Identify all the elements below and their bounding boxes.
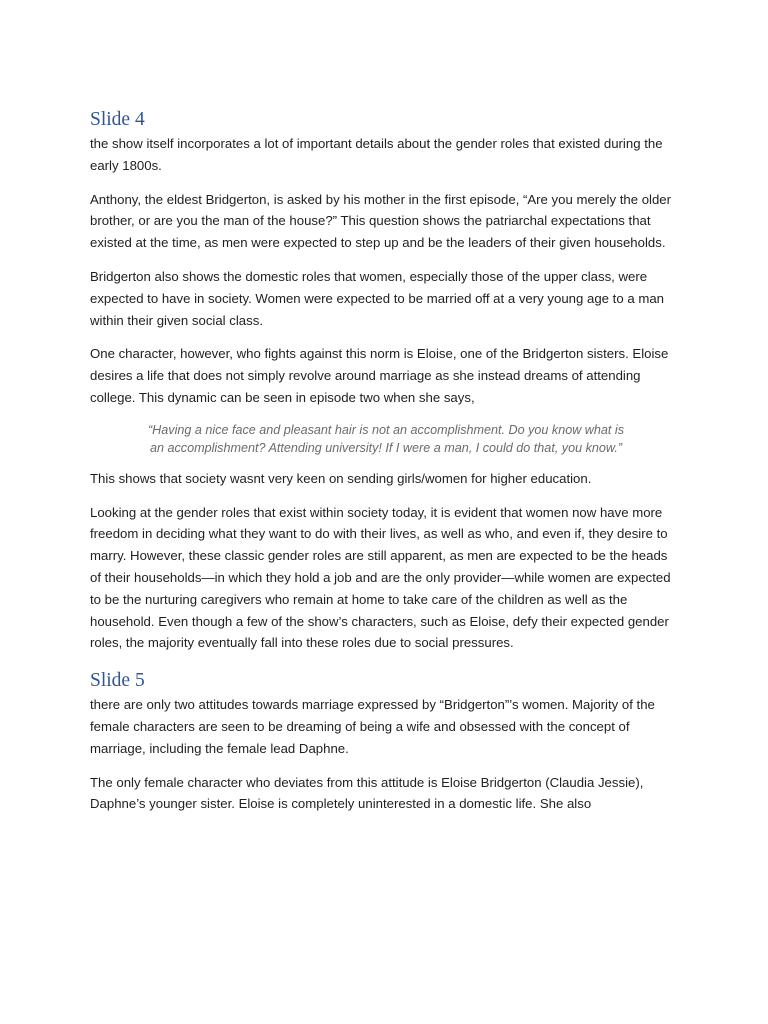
slide-4-paragraph-5: This shows that society wasnt very keen on sending girls/women for higher education. <box>90 470 592 486</box>
slide-4-paragraph-6: Looking at the gender roles that exist within society today, it is evident that women now have more freedom in deciding what they want to do with their lives, as well as who, and even if, they desire to marry. However, these classic gender roles are still apparent, as men are expected to be the heads of their households—in which they hold a job and are the only provider—while women are expected to be the nurturing caregivers who remain at home to take care of the children as well as the household. Even though a few of the show’s characters, such as Eloise, defy their expected gender roles, the majority eventually fall into these roles due to social pressures. <box>90 504 671 651</box>
slide-4-heading: Slide 4 <box>90 109 145 130</box>
slide-5-paragraph-1: there are only two attitudes towards marriage expressed by “Bridgerton”’s women. Majority of the female characters are seen to be dreaming of being a wife and obsessed with the concept of marriage, including the female lead Daphne. <box>90 697 655 756</box>
slide-4-paragraph-4: One character, however, who fights against this norm is Eloise, one of the Bridgerton sisters. Eloise desires a life that does not simply revolve around marriage as she instead dreams of attending college. This dynamic can be seen in episode two when she says, <box>90 346 669 405</box>
slide-4-paragraph-2: Anthony, the eldest Bridgerton, is asked by his mother in the first episode, “Are you merely the older brother, or are you the man of the house?” This question shows the patriarchal expectations that existed at the time, as men were expected to step up and be the leaders of their given households. <box>90 191 672 251</box>
eloise-quote: “Having a nice face and pleasant hair is not an accomplishment. Do you know what is an accomplishment? Attending university! If I were a man, I could do that, you know.” <box>147 422 625 456</box>
slide-4-paragraph-3: Bridgerton also shows the domestic roles that women, especially those of the upper class, were expected to have in society. Women were expected to be married off at a very young age to a man within their given social class. <box>90 268 664 328</box>
slide-5-heading: Slide 5 <box>90 670 145 692</box>
document-page <box>90 107 682 827</box>
slide-5-paragraph-2: The only female character who deviates from this attitude is Eloise Bridgerton (Claudia Jessie), Daphne’s younger sister. Eloise is completely uninterested in a domestic life. She also <box>90 774 644 812</box>
slide-4-paragraph-1: the show itself incorporates a lot of important details about the gender roles that existed during the early 1800s. <box>90 136 663 173</box>
